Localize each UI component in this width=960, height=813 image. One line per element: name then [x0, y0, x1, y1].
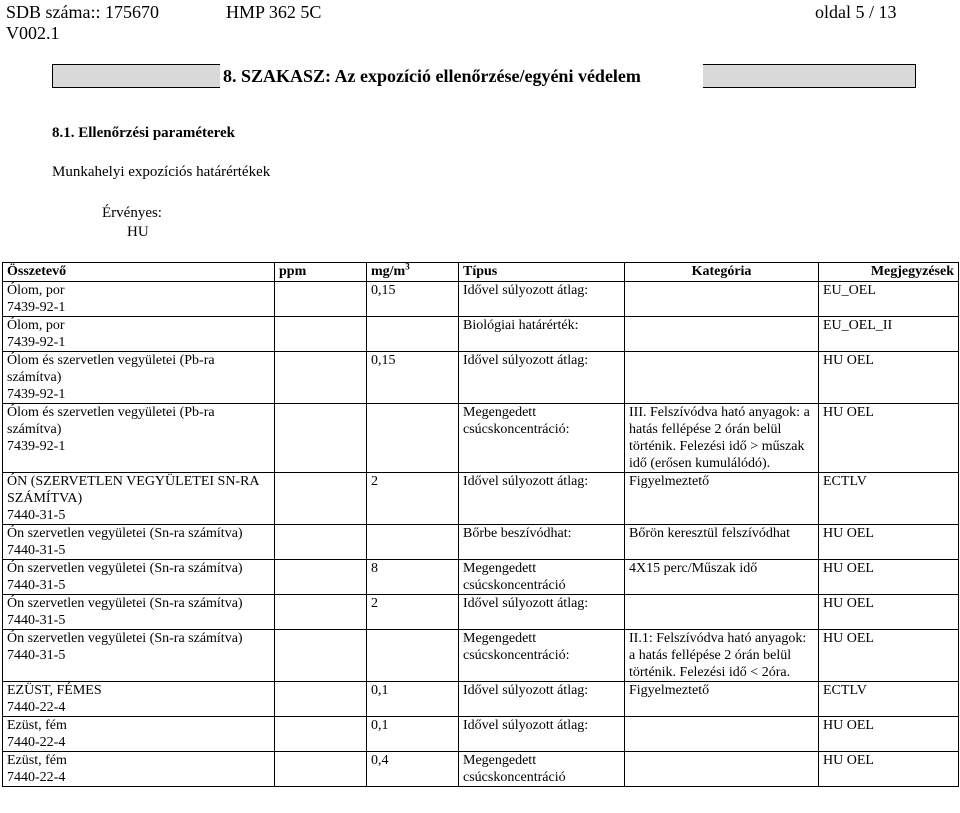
component-cell — [3, 404, 275, 473]
cas-number: 7439-92-1 — [7, 439, 66, 454]
mgm3-cell: 2 — [367, 595, 459, 630]
version-label: V002.1 — [6, 23, 60, 43]
ppm-cell — [275, 317, 367, 352]
component-name: Ólom, por — [7, 283, 65, 298]
type-cell: Biológiai határérték: — [459, 317, 625, 352]
table-row — [3, 473, 959, 525]
section-title: 8. SZAKASZ: Az expozíció ellenőrzése/egyéni védelem — [220, 64, 703, 88]
type-cell: Megengedett csúcskoncentráció: — [459, 404, 625, 473]
header-ppm: ppm — [275, 263, 367, 282]
header-component: Összetevő — [3, 263, 275, 282]
type-cell: Megengedett csúcskoncentráció — [459, 752, 625, 787]
table-row — [3, 682, 959, 717]
category-cell: Bőrön keresztül felszívódhat — [625, 525, 819, 560]
mgm3-cell: 8 — [367, 560, 459, 595]
table-row — [3, 717, 959, 752]
component-name: Ón szervetlen vegyületei (Sn-ra számítva) — [7, 631, 243, 646]
notes-cell: ECTLV — [819, 682, 959, 717]
cas-number: 7440-31-5 — [7, 613, 66, 628]
subtitle: Munkahelyi expozíciós határértékek — [52, 164, 271, 180]
cas-number: 7439-92-1 — [7, 300, 66, 315]
notes-cell: HU OEL — [819, 404, 959, 473]
notes-cell: HU OEL — [819, 717, 959, 752]
mgm3-cell: 0,15 — [367, 282, 459, 317]
component-cell — [3, 473, 275, 525]
table-row — [3, 630, 959, 682]
table-row — [3, 282, 959, 317]
cas-number: 7439-92-1 — [7, 387, 66, 402]
ppm-cell — [275, 560, 367, 595]
cas-number: 7440-22-4 — [7, 735, 66, 750]
cas-number: 7439-92-1 — [7, 335, 66, 350]
cas-number: 7440-22-4 — [7, 700, 66, 715]
cas-number: 7440-31-5 — [7, 578, 66, 593]
ppm-cell — [275, 473, 367, 525]
ppm-cell — [275, 404, 367, 473]
table-row — [3, 752, 959, 787]
type-cell: Megengedett csúcskoncentráció — [459, 560, 625, 595]
category-cell — [625, 352, 819, 404]
table-row — [3, 404, 959, 473]
component-cell — [3, 752, 275, 787]
component-cell — [3, 630, 275, 682]
valid-label: Érvényes: — [102, 205, 162, 221]
component-name: Ólom és szervetlen vegyületei (Pb-ra számítva) — [7, 405, 215, 437]
page-indicator: oldal 5 / 13 — [815, 2, 897, 22]
table-row — [3, 595, 959, 630]
type-cell: Idővel súlyozott átlag: — [459, 352, 625, 404]
category-cell: 4X15 perc/Műszak idő — [625, 560, 819, 595]
category-cell: Figyelmeztető — [625, 473, 819, 525]
cas-number: 7440-22-4 — [7, 770, 66, 785]
cas-number: 7440-31-5 — [7, 648, 66, 663]
table-row — [3, 525, 959, 560]
category-cell — [625, 752, 819, 787]
type-cell: Idővel súlyozott átlag: — [459, 473, 625, 525]
category-cell — [625, 282, 819, 317]
component-name: Ólom és szervetlen vegyületei (Pb-ra számítva) — [7, 353, 215, 385]
notes-cell: HU OEL — [819, 352, 959, 404]
cas-number: 7440-31-5 — [7, 508, 66, 523]
ppm-cell — [275, 752, 367, 787]
ppm-cell — [275, 282, 367, 317]
component-cell — [3, 682, 275, 717]
component-cell — [3, 282, 275, 317]
ppm-cell — [275, 630, 367, 682]
category-cell — [625, 317, 819, 352]
component-cell — [3, 560, 275, 595]
notes-cell: HU OEL — [819, 752, 959, 787]
component-name: Ón szervetlen vegyületei (Sn-ra számítva) — [7, 596, 243, 611]
mgm3-cell: 2 — [367, 473, 459, 525]
component-name: Ólom, por — [7, 318, 65, 333]
table-row — [3, 560, 959, 595]
component-cell — [3, 525, 275, 560]
cas-number: 7440-31-5 — [7, 543, 66, 558]
valid-value: HU — [127, 224, 149, 240]
type-cell: Idővel súlyozott átlag: — [459, 717, 625, 752]
component-cell — [3, 717, 275, 752]
ppm-cell — [275, 717, 367, 752]
component-cell — [3, 595, 275, 630]
mgm3-cell: 0,1 — [367, 717, 459, 752]
mgm3-cell — [367, 404, 459, 473]
ppm-cell — [275, 525, 367, 560]
category-cell: Figyelmeztető — [625, 682, 819, 717]
header-mgm3: $mg/m^3$ — [367, 263, 459, 282]
product-name: HMP 362 5C — [226, 2, 322, 22]
component-name: Ón szervetlen vegyületei (Sn-ra számítva) — [7, 526, 243, 541]
category-cell: III. Felszívódva ható anyagok: a hatás fellépése 2 órán belül történik. Felezési idő > műszak idő (erősen kumulálódó). — [625, 404, 819, 473]
mgm3-cell — [367, 525, 459, 560]
category-cell — [625, 717, 819, 752]
category-cell: II.1: Felszívódva ható anyagok: a hatás fellépése 2 órán belül történik. Felezési idő < 2óra. — [625, 630, 819, 682]
type-cell: Idővel súlyozott átlag: — [459, 282, 625, 317]
type-cell: Idővel súlyozott átlag: — [459, 682, 625, 717]
ppm-cell — [275, 682, 367, 717]
header-type: Típus — [459, 263, 625, 282]
category-cell — [625, 595, 819, 630]
mgm3-cell: 0,4 — [367, 752, 459, 787]
mgm3-cell — [367, 630, 459, 682]
table-header-row — [3, 263, 959, 282]
notes-cell: HU OEL — [819, 630, 959, 682]
type-cell: Bőrbe beszívódhat: — [459, 525, 625, 560]
exposure-limits-table — [2, 262, 959, 787]
notes-cell: HU OEL — [819, 560, 959, 595]
mgm3-cell: 0,1 — [367, 682, 459, 717]
component-name: EZÜST, FÉMES — [7, 683, 102, 698]
mgm3-cell: 0,15 — [367, 352, 459, 404]
type-cell: Idővel súlyozott átlag: — [459, 595, 625, 630]
component-cell — [3, 352, 275, 404]
notes-cell: EU_OEL_II — [819, 317, 959, 352]
table-row — [3, 317, 959, 352]
sdb-number: SDB száma:: 175670 — [6, 2, 159, 22]
notes-cell: ECTLV — [819, 473, 959, 525]
header-notes: Megjegyzések — [819, 263, 959, 282]
component-name: Ezüst, fém — [7, 753, 67, 768]
component-name: Ón szervetlen vegyületei (Sn-ra számítva) — [7, 561, 243, 576]
subsection-title: 8.1. Ellenőrzési paraméterek — [52, 125, 236, 141]
notes-cell: HU OEL — [819, 525, 959, 560]
header-category: Kategória — [625, 263, 819, 282]
notes-cell: EU_OEL — [819, 282, 959, 317]
mgm3-cell — [367, 317, 459, 352]
table-row — [3, 352, 959, 404]
component-cell — [3, 317, 275, 352]
type-cell: Megengedett csúcskoncentráció: — [459, 630, 625, 682]
ppm-cell — [275, 595, 367, 630]
component-name: Ezüst, fém — [7, 718, 67, 733]
component-name: ÓN (SZERVETLEN VEGYÜLETEI SN-RA SZÁMÍTVA) — [7, 474, 259, 506]
notes-cell: HU OEL — [819, 595, 959, 630]
ppm-cell — [275, 352, 367, 404]
